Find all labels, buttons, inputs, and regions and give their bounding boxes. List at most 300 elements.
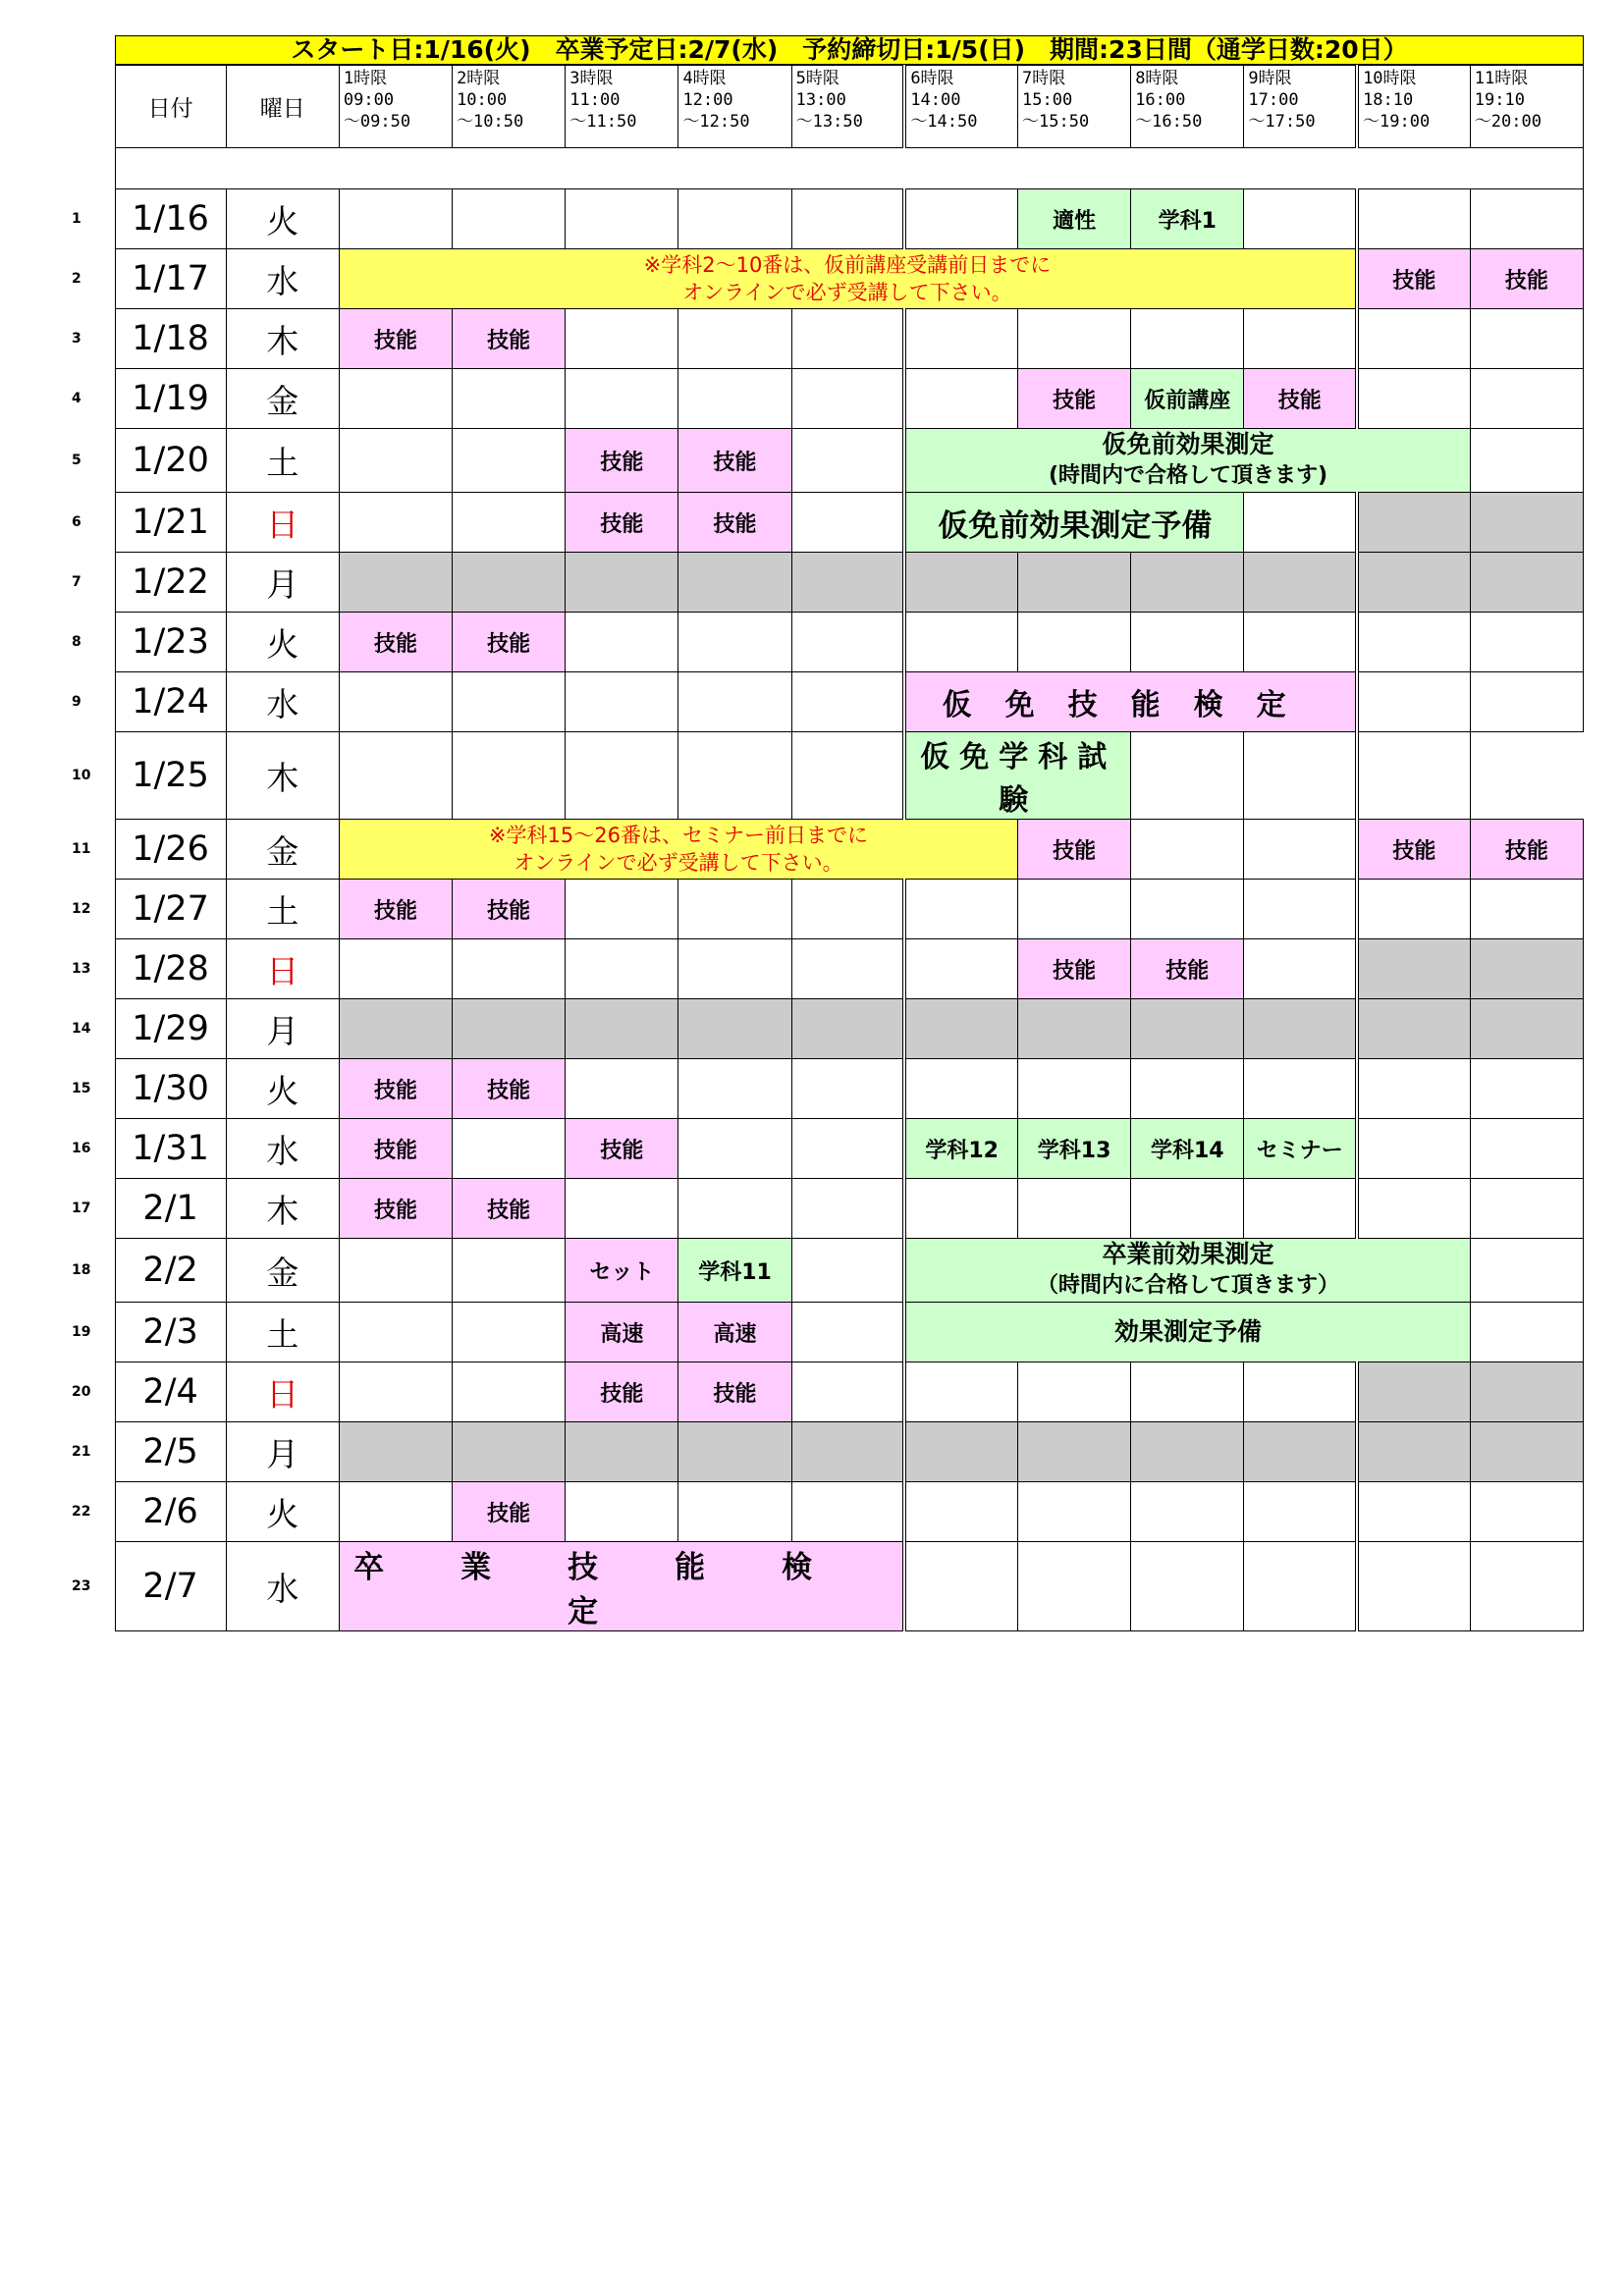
skill-lesson-slot <box>339 1119 452 1179</box>
closed-slot <box>1357 999 1470 1059</box>
class-lesson-slot <box>1018 189 1131 249</box>
weekday-header: 曜日 <box>226 66 339 148</box>
empty-slot <box>1357 672 1470 732</box>
date-cell: 1/25 <box>115 732 226 820</box>
skill-lesson-slot <box>339 613 452 672</box>
date-cell: 2/1 <box>115 1179 226 1239</box>
period-name: 7時限 <box>1022 69 1066 88</box>
class-lesson-slot <box>1244 1119 1357 1179</box>
schedule-row: 11 1/26 金 ※学科15～26番は、セミナー前日までに オンラインで必ず受講して下さい。 技能 技能 技能 <box>115 820 1584 880</box>
skill-lesson-slot <box>453 1059 566 1119</box>
slot-label: 技能 <box>600 511 644 537</box>
closed-slot <box>678 999 791 1059</box>
skill-lesson-slot <box>1244 369 1357 429</box>
schedule-row: 14 1/29 月 <box>115 999 1584 1059</box>
closed-slot <box>904 553 1017 613</box>
weekday-cell: 金 <box>226 1239 339 1303</box>
period-header-5 <box>791 66 904 148</box>
closed-slot <box>791 553 904 613</box>
empty-slot <box>678 1179 791 1239</box>
schedule-row: 18 2/2 金 セット 学科11 卒業前効果測定 （時間内に合格して頂きます） <box>115 1239 1584 1303</box>
notice-line-1: ※学科2～10番は、仮前講座受講前日までに <box>643 253 1052 277</box>
empty-slot <box>678 1119 791 1179</box>
skill-lesson-slot <box>1018 820 1131 880</box>
period-start: 10:00 <box>457 90 508 110</box>
empty-slot <box>904 1179 1017 1239</box>
empty-slot <box>791 1303 904 1362</box>
empty-slot <box>791 309 904 369</box>
empty-slot <box>339 1239 452 1303</box>
empty-slot <box>339 1303 452 1362</box>
skill-lesson-slot <box>1018 369 1131 429</box>
empty-slot <box>1131 309 1244 369</box>
date-cell: 1/24 <box>115 672 226 732</box>
slot-label: 技能 <box>487 1198 531 1223</box>
empty-slot <box>1470 369 1583 429</box>
empty-slot <box>678 309 791 369</box>
notice-line-2: オンラインで必ず受講して下さい。 <box>682 281 1012 304</box>
empty-slot <box>904 369 1017 429</box>
slot-label: 技能 <box>373 631 417 657</box>
closed-slot <box>1357 1362 1470 1422</box>
weekday-cell: 木 <box>226 309 339 369</box>
weekday-cell: 水 <box>226 249 339 309</box>
empty-slot <box>678 880 791 939</box>
empty-slot <box>791 1362 904 1422</box>
date-cell: 1/19 <box>115 369 226 429</box>
skill-lesson-slot <box>339 1059 452 1119</box>
period-header-1 <box>339 66 452 148</box>
skill-lesson-slot <box>453 613 566 672</box>
closed-slot <box>1244 999 1357 1059</box>
class-lesson-slot <box>904 1119 1017 1179</box>
period-start: 12:00 <box>682 90 733 110</box>
date-cell: 1/29 <box>115 999 226 1059</box>
slot-label: 技能 <box>487 1078 531 1103</box>
empty-slot <box>1470 1239 1583 1303</box>
weekday-cell: 火 <box>226 1059 339 1119</box>
closed-slot <box>339 1422 452 1482</box>
empty-slot <box>1470 1179 1583 1239</box>
empty-slot <box>1131 1542 1244 1631</box>
closed-slot <box>1470 999 1583 1059</box>
skill-lesson-slot <box>1357 820 1470 880</box>
empty-slot <box>566 369 678 429</box>
date-cell: 1/26 <box>115 820 226 880</box>
class-lesson-slot <box>1131 369 1244 429</box>
period-header-9 <box>1244 66 1357 148</box>
empty-slot <box>904 1362 1017 1422</box>
period-start: 15:00 <box>1022 90 1073 110</box>
slot-label: 技能 <box>713 450 757 475</box>
skill-lesson-slot <box>339 880 452 939</box>
empty-slot <box>1357 1059 1470 1119</box>
schedule-row: 21 2/5 月 <box>115 1422 1584 1482</box>
weekday-cell: 金 <box>226 820 339 880</box>
slot-label: 技能 <box>1392 838 1436 864</box>
empty-slot <box>1244 820 1357 880</box>
empty-slot <box>1470 309 1583 369</box>
period-end: ～09:50 <box>343 112 411 132</box>
class-lesson-slot <box>1018 1119 1131 1179</box>
empty-slot <box>904 1482 1017 1542</box>
period-end: ～13:50 <box>795 112 863 132</box>
empty-slot <box>678 939 791 999</box>
weekday-cell: 月 <box>226 999 339 1059</box>
empty-slot <box>339 369 452 429</box>
skill-lesson-slot <box>453 309 566 369</box>
test-title: 卒業前効果測定 <box>1102 1240 1274 1268</box>
weekday-cell: 日 <box>226 1362 339 1422</box>
empty-slot <box>1244 880 1357 939</box>
period-end: ～16:50 <box>1135 112 1203 132</box>
empty-slot <box>566 672 678 732</box>
schedule-row: 1 1/16 火 適性 学科1 <box>115 189 1584 249</box>
weekday-cell: 日 <box>226 493 339 553</box>
period-name: 2時限 <box>457 69 501 88</box>
slot-label: 学科11 <box>698 1259 772 1285</box>
slot-label: 技能 <box>1053 388 1097 413</box>
slot-label: 技能 <box>487 898 531 924</box>
exam-slot <box>339 1542 904 1631</box>
closed-slot <box>1131 999 1244 1059</box>
empty-slot <box>1244 1059 1357 1119</box>
weekday-cell: 土 <box>226 880 339 939</box>
period-start: 16:00 <box>1135 90 1186 110</box>
closed-slot <box>904 999 1017 1059</box>
empty-slot <box>1244 1542 1357 1631</box>
empty-slot <box>1131 1362 1244 1422</box>
empty-slot <box>1470 880 1583 939</box>
period-end: ～10:50 <box>457 112 524 132</box>
slot-label: 技能 <box>487 328 531 353</box>
slot-label: セミナー <box>1256 1138 1343 1163</box>
schedule-row: 6 1/21 日 技能 技能 仮免前効果測定予備 <box>115 493 1584 553</box>
empty-slot <box>678 732 791 820</box>
class-lesson-slot <box>1131 1119 1244 1179</box>
empty-slot <box>1357 1482 1470 1542</box>
slot-label: 技能 <box>487 631 531 657</box>
schedule-row: 8 1/23 火 技能 技能 <box>115 613 1584 672</box>
empty-slot <box>1131 1059 1244 1119</box>
skill-lesson-slot <box>678 493 791 553</box>
empty-slot <box>453 939 566 999</box>
effect-test-slot <box>904 1239 1470 1303</box>
empty-slot <box>1018 1542 1131 1631</box>
closed-slot <box>1018 1422 1131 1482</box>
empty-slot <box>678 369 791 429</box>
date-cell: 2/5 <box>115 1422 226 1482</box>
empty-slot <box>1470 613 1583 672</box>
closed-slot <box>453 553 566 613</box>
date-header: 日付 <box>115 66 226 148</box>
weekday-cell: 金 <box>226 369 339 429</box>
closed-slot <box>1470 553 1583 613</box>
date-cell: 1/30 <box>115 1059 226 1119</box>
empty-slot <box>1357 1119 1470 1179</box>
empty-slot <box>791 1482 904 1542</box>
notice-line-2: オンラインで必ず受講して下さい。 <box>514 851 843 875</box>
schedule-row: 17 2/1 木 技能 技能 <box>115 1179 1584 1239</box>
empty-slot <box>1131 613 1244 672</box>
empty-slot <box>566 309 678 369</box>
date-cell: 1/27 <box>115 880 226 939</box>
empty-slot <box>1244 939 1357 999</box>
period-end: ～14:50 <box>910 112 978 132</box>
slot-label: 高速 <box>713 1321 757 1347</box>
period-header-3 <box>566 66 678 148</box>
closed-slot <box>1244 1422 1357 1482</box>
weekday-cell: 火 <box>226 613 339 672</box>
period-name: 8時限 <box>1135 69 1179 88</box>
date-cell: 1/20 <box>115 429 226 493</box>
slot-label: 学科1 <box>1158 208 1217 234</box>
closed-slot <box>1470 1362 1583 1422</box>
empty-slot <box>791 429 904 493</box>
closed-slot <box>1357 553 1470 613</box>
slot-label: 仮前講座 <box>1144 388 1231 413</box>
empty-slot <box>566 939 678 999</box>
test-note: （時間内に合格して頂きます） <box>1037 1273 1340 1298</box>
closed-slot <box>1131 1422 1244 1482</box>
slot-label: 技能 <box>373 1138 417 1163</box>
period-name: 1時限 <box>343 69 388 88</box>
weekday-cell: 土 <box>226 429 339 493</box>
exam-slot <box>904 732 1130 820</box>
empty-slot <box>904 1542 1017 1631</box>
empty-slot <box>453 1303 566 1362</box>
empty-slot <box>1470 1119 1583 1179</box>
period-header-6 <box>904 66 1017 148</box>
weekday-cell: 水 <box>226 672 339 732</box>
empty-slot <box>1357 732 1470 820</box>
empty-slot <box>453 189 566 249</box>
effect-test-slot <box>904 429 1470 493</box>
closed-slot <box>1357 1422 1470 1482</box>
period-name: 4時限 <box>682 69 727 88</box>
online-notice <box>339 249 1357 309</box>
skill-lesson-slot <box>339 309 452 369</box>
period-header-2 <box>453 66 566 148</box>
empty-slot <box>791 189 904 249</box>
empty-slot <box>339 1362 452 1422</box>
date-cell: 1/18 <box>115 309 226 369</box>
empty-slot <box>904 1059 1017 1119</box>
empty-slot <box>678 1482 791 1542</box>
empty-slot <box>1018 1179 1131 1239</box>
empty-slot <box>678 672 791 732</box>
empty-slot <box>1131 820 1244 880</box>
skill-lesson-slot <box>339 1179 452 1239</box>
empty-slot <box>453 672 566 732</box>
empty-slot <box>566 880 678 939</box>
exam-label: 仮免技能検定 <box>942 688 1320 722</box>
skill-lesson-slot <box>678 1362 791 1422</box>
schedule-row: 15 1/30 火 技能 技能 <box>115 1059 1584 1119</box>
period-name: 5時限 <box>795 69 839 88</box>
slot-label: セット <box>589 1259 655 1285</box>
empty-slot <box>678 1059 791 1119</box>
empty-slot <box>1357 369 1470 429</box>
empty-slot <box>453 429 566 493</box>
class-lesson-slot <box>1131 189 1244 249</box>
slot-label: 技能 <box>1277 388 1322 413</box>
empty-slot <box>453 732 566 820</box>
period-end: ～15:50 <box>1022 112 1090 132</box>
skill-lesson-slot <box>566 429 678 493</box>
exam-label: 仮免前効果測定予備 <box>938 507 1213 544</box>
period-header-7 <box>1018 66 1131 148</box>
skill-lesson-slot <box>1357 249 1470 309</box>
closed-slot <box>1018 553 1131 613</box>
notice-line-1: ※学科15～26番は、セミナー前日までに <box>488 824 868 847</box>
period-end: ～12:50 <box>682 112 750 132</box>
empty-slot <box>1131 732 1244 820</box>
closed-slot <box>339 999 452 1059</box>
schedule-document <box>72 35 1584 1631</box>
closed-slot <box>566 1422 678 1482</box>
date-cell: 2/2 <box>115 1239 226 1303</box>
empty-slot <box>1357 189 1470 249</box>
date-cell: 2/4 <box>115 1362 226 1422</box>
empty-slot <box>1131 1179 1244 1239</box>
empty-slot <box>1470 189 1583 249</box>
period-name: 11時限 <box>1474 69 1529 88</box>
empty-slot <box>791 493 904 553</box>
empty-slot <box>1244 1362 1357 1422</box>
closed-slot <box>678 553 791 613</box>
closed-slot <box>453 999 566 1059</box>
empty-slot <box>566 1482 678 1542</box>
period-start: 11:00 <box>569 90 621 110</box>
test-note: (時間内で合格して頂きます) <box>1048 463 1328 488</box>
empty-slot <box>1470 429 1583 493</box>
skill-lesson-slot <box>678 1303 791 1362</box>
slot-label: 学科13 <box>1037 1138 1111 1163</box>
slot-label: 学科12 <box>925 1138 999 1163</box>
schedule-body <box>72 189 1584 1631</box>
date-cell: 1/28 <box>115 939 226 999</box>
empty-slot <box>791 672 904 732</box>
schedule-row: 12 1/27 土 技能 技能 <box>115 880 1584 939</box>
empty-slot <box>1018 1362 1131 1422</box>
weekday-cell: 木 <box>226 1179 339 1239</box>
date-cell: 2/7 <box>115 1542 226 1631</box>
empty-slot <box>791 1119 904 1179</box>
closed-slot <box>1131 553 1244 613</box>
empty-slot <box>453 369 566 429</box>
closed-slot <box>566 553 678 613</box>
empty-slot <box>904 939 1017 999</box>
empty-slot <box>339 732 452 820</box>
period-name: 3時限 <box>569 69 614 88</box>
header-gap-row <box>115 148 1584 189</box>
period-header-11 <box>1470 66 1583 148</box>
slot-label: 技能 <box>373 328 417 353</box>
weekday-cell: 水 <box>226 1542 339 1631</box>
schedule-row: 7 1/22 月 <box>115 553 1584 613</box>
closed-slot <box>678 1422 791 1482</box>
weekday-cell: 火 <box>226 1482 339 1542</box>
schedule-table <box>72 65 1584 1631</box>
empty-slot <box>339 939 452 999</box>
schedule-row: 2 1/17 水 ※学科2～10番は、仮前講座受講前日までに オンラインで必ず受講して下さい。 技能 技能 <box>115 249 1584 309</box>
slot-label: 技能 <box>600 1381 644 1407</box>
skill-lesson-slot <box>566 1362 678 1422</box>
slot-label: 適性 <box>1053 208 1097 234</box>
slot-label: 技能 <box>1053 838 1097 864</box>
online-notice <box>339 820 1017 880</box>
empty-slot <box>1470 672 1583 732</box>
period-name: 10時限 <box>1363 69 1417 88</box>
empty-slot <box>1357 880 1470 939</box>
date-cell: 2/6 <box>115 1482 226 1542</box>
slot-label: 技能 <box>373 1198 417 1223</box>
schedule-row: 5 1/20 土 技能 技能 仮免前効果測定 (時間内で合格して頂きます) <box>115 429 1584 493</box>
empty-slot <box>904 189 1017 249</box>
exam-slot <box>904 672 1357 732</box>
period-start: 13:00 <box>795 90 846 110</box>
empty-slot <box>1018 613 1131 672</box>
empty-slot <box>566 1179 678 1239</box>
empty-slot <box>1244 189 1357 249</box>
closed-slot <box>1357 493 1470 553</box>
period-end: ～20:00 <box>1474 112 1542 132</box>
slot-label: 技能 <box>1053 958 1097 984</box>
empty-slot <box>1244 493 1357 553</box>
empty-slot <box>1018 309 1131 369</box>
empty-slot <box>678 613 791 672</box>
empty-slot <box>791 1179 904 1239</box>
closed-slot <box>1470 939 1583 999</box>
closed-slot <box>566 999 678 1059</box>
schedule-row: 22 2/6 火 技能 <box>115 1482 1584 1542</box>
empty-slot <box>1131 1482 1244 1542</box>
empty-slot <box>339 429 452 493</box>
period-start: 09:00 <box>343 90 395 110</box>
empty-slot <box>453 1239 566 1303</box>
empty-slot <box>791 369 904 429</box>
date-cell: 1/23 <box>115 613 226 672</box>
exam-slot <box>904 493 1244 553</box>
slot-label: 技能 <box>713 1381 757 1407</box>
skill-lesson-slot <box>566 1239 678 1303</box>
period-start: 19:10 <box>1474 90 1525 110</box>
exam-label: 卒業技能検定 <box>353 1550 890 1629</box>
weekday-cell: 水 <box>226 1119 339 1179</box>
skill-lesson-slot <box>678 429 791 493</box>
empty-slot <box>453 1119 566 1179</box>
closed-slot <box>1470 493 1583 553</box>
closed-slot <box>1357 939 1470 999</box>
empty-slot <box>791 732 904 820</box>
slot-label: 学科14 <box>1150 1138 1224 1163</box>
schedule-summary-banner: スタート日:1/16(火) 卒業予定日:2/7(水) 予約締切日:1/5(日) 期間:23日間（通学日数:20日） <box>115 35 1584 65</box>
closed-slot <box>791 999 904 1059</box>
empty-slot <box>1470 1303 1583 1362</box>
empty-slot <box>1244 732 1357 820</box>
slot-label: 技能 <box>373 1078 417 1103</box>
class-lesson-slot <box>678 1239 791 1303</box>
date-cell: 1/21 <box>115 493 226 553</box>
empty-slot <box>1470 1059 1583 1119</box>
period-start: 18:10 <box>1363 90 1414 110</box>
skill-lesson-slot <box>566 1303 678 1362</box>
empty-slot <box>339 493 452 553</box>
schedule-row: 4 1/19 金 技能 仮前講座 技能 <box>115 369 1584 429</box>
empty-slot <box>1357 1542 1470 1631</box>
empty-slot <box>1131 880 1244 939</box>
